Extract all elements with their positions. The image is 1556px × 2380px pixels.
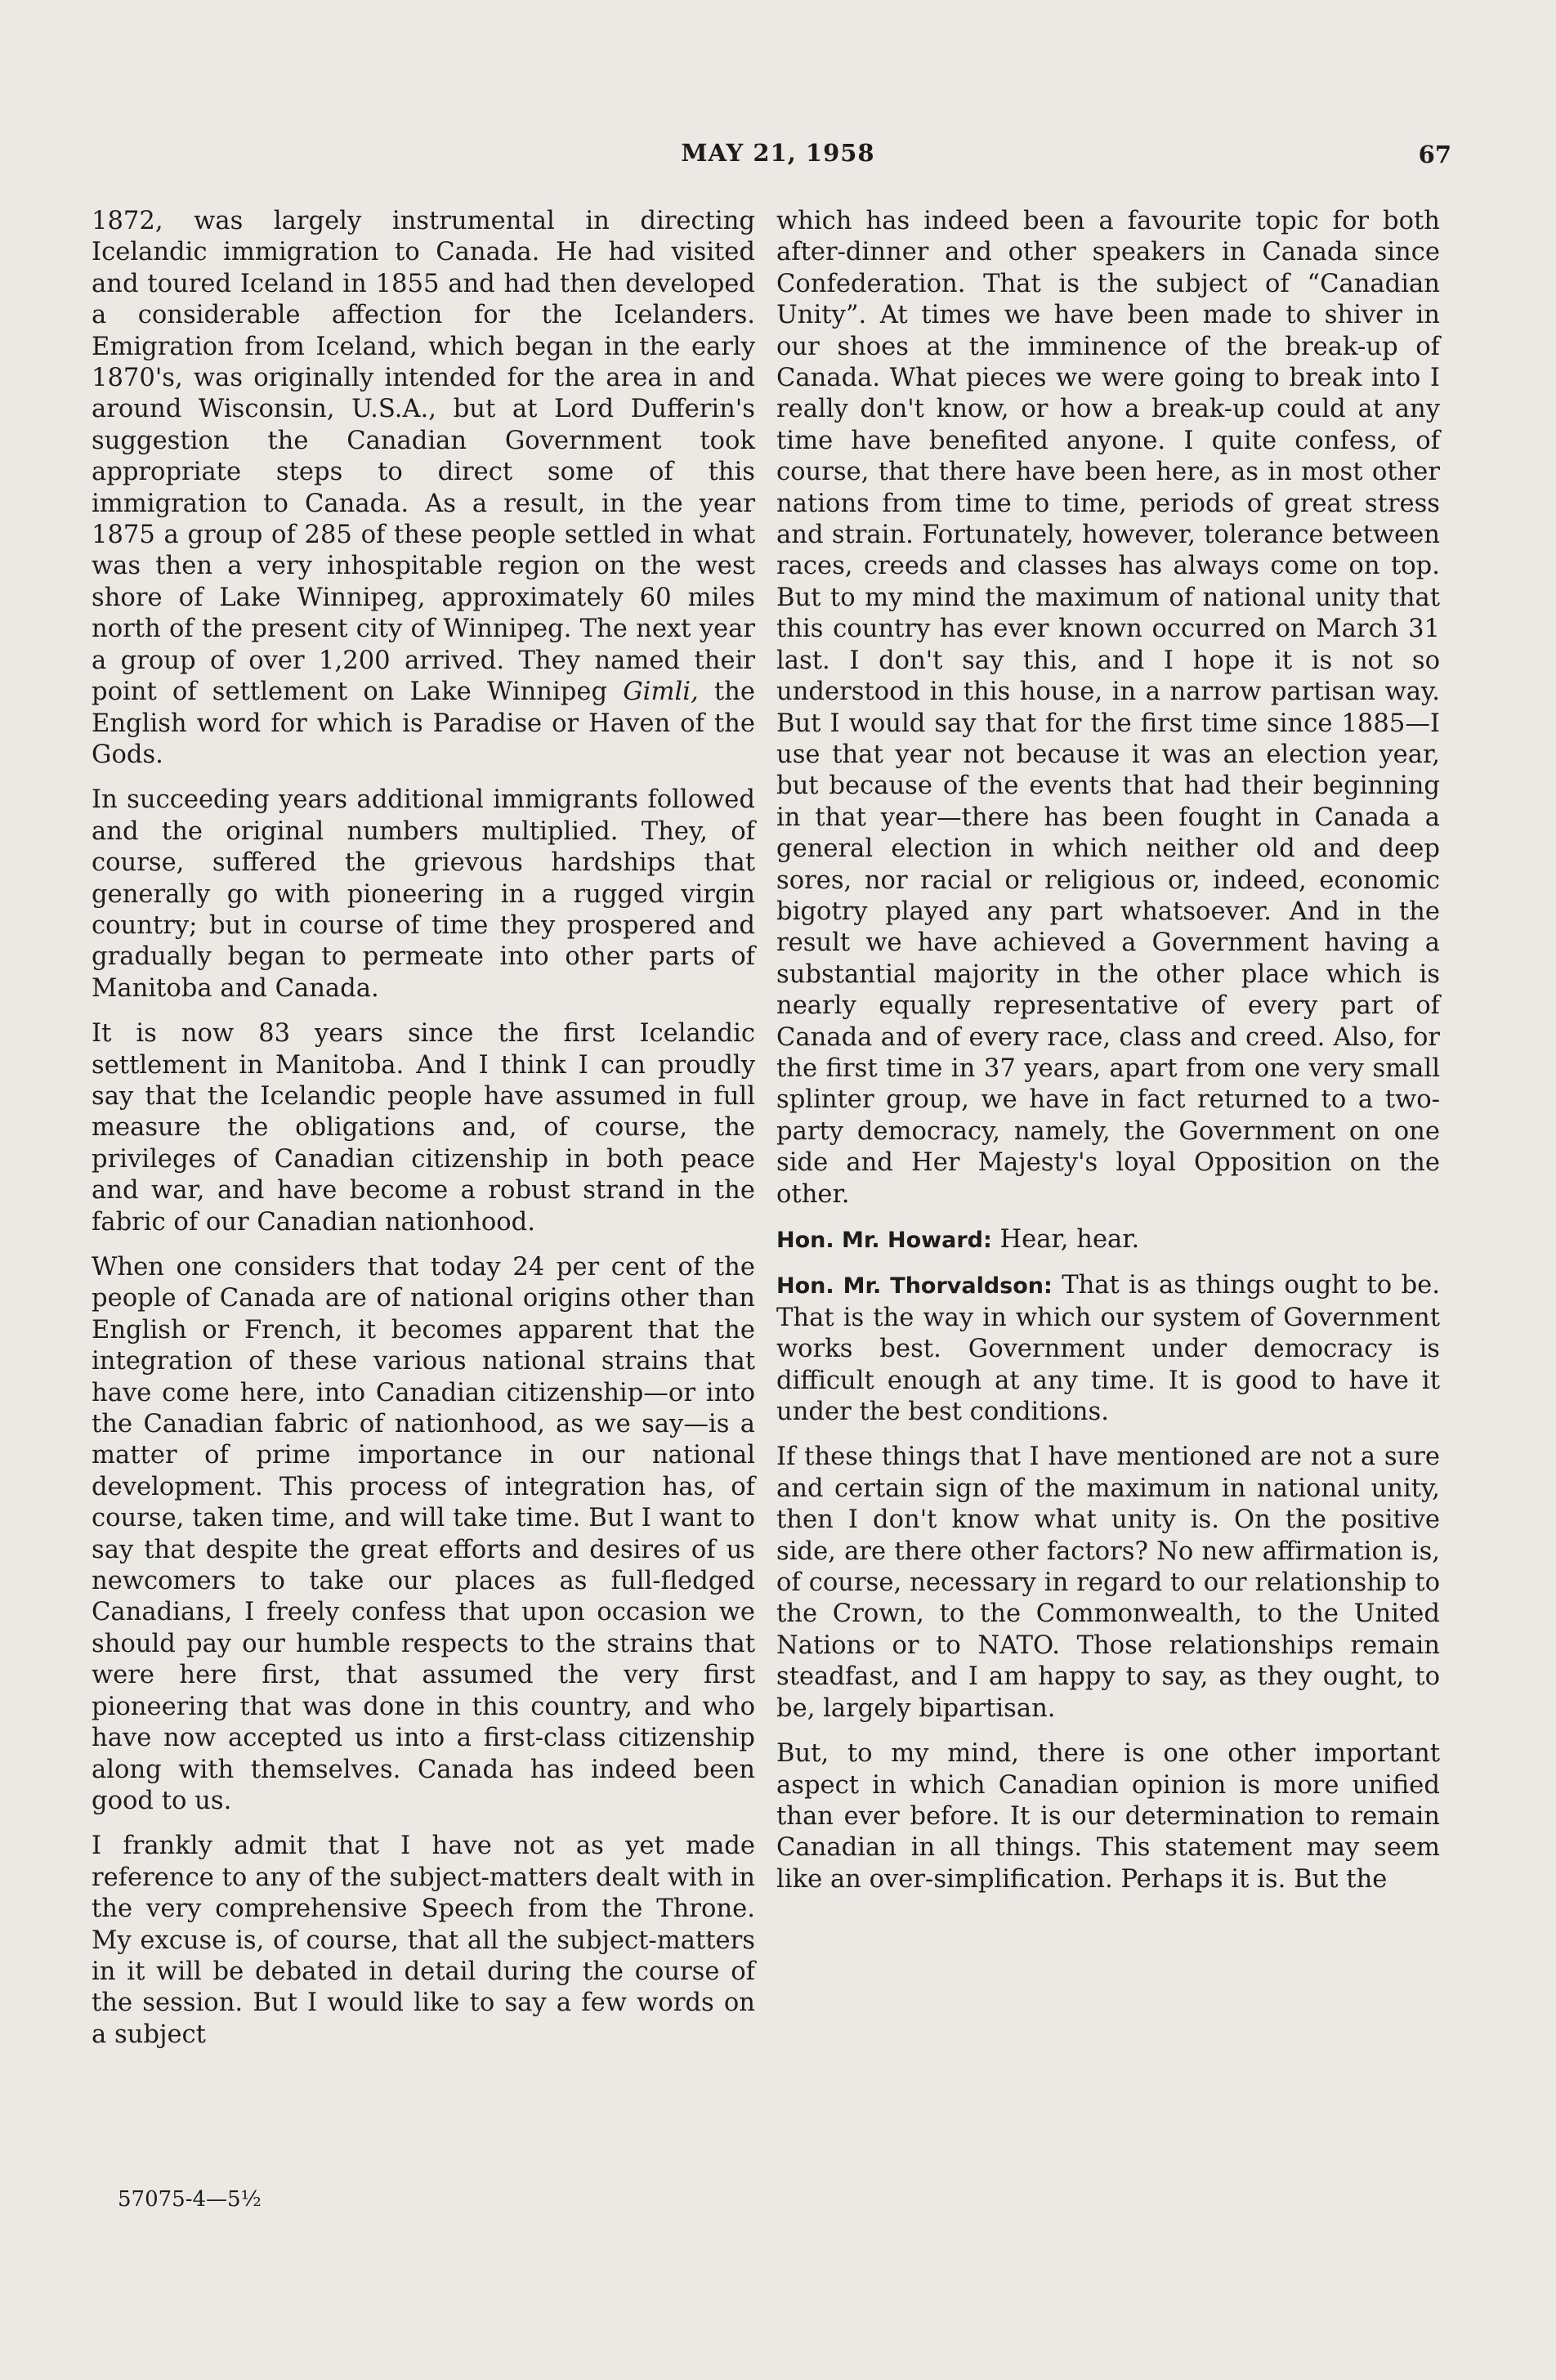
paragraph: When one considers that today 24 per cent of the people of Canada are of national origins other than English or French, it becomes apparent that the integration of these various national strains that have come here, into Canadian citizenship—or into the Canadian fabric of nationhood, as we say—is a matter of prime importance in our national development. This process of integration has, of course, taken time, and will take time. But I want to say that despite the great efforts and desires of us newcomers to take our places as full-fledged Canadians, I freely confess that upon occasion we should pay our humble respects to the strains that were here first, that assumed the very first pioneering that was done in this country, and who have now accepted us into a first-class citizenship along with themselves. Canada has indeed been good to us.	[92, 1253, 755, 1815]
page-date: MAY 21, 1958	[681, 139, 875, 167]
paragraph: It is now 83 years since the first Icelandic settlement in Manitoba. And I think I can proudly say that the Icelandic people have assumed in full measure the obligations and, of course, the privileges of Canadian citizenship in both peace and war, and have become a robust strand in the fabric of our Canadian nationhood.	[92, 1019, 755, 1237]
speech-text: That is as things ought to be. That is the way in which our system of Government works best. Government under democracy is difficult enough at any time. It is good to have it under the best conditions.	[776, 1271, 1440, 1427]
speaker-name: Hon. Mr. Thorvaldson:	[776, 1273, 1053, 1300]
page-number: 67	[1418, 141, 1451, 168]
paragraph: In succeeding years additional immigrants followed and the original numbers multiplied. They, of course, suffered the grievous hardships that generally go with pioneering in a rugged virgin country; but in course of time they prospered and gradually began to permeate into other parts of Manitoba and Canada.	[92, 785, 755, 1003]
speaker-name: Hon. Mr. Howard:	[776, 1228, 992, 1253]
page-header	[0, 139, 1556, 180]
paragraph-text: the English word for which is Paradise or Haven of the Gods.	[92, 678, 755, 769]
speaker-paragraph	[776, 1224, 1440, 1256]
speaker-paragraph	[776, 1270, 1440, 1428]
right-column	[776, 206, 1440, 1909]
paragraph: I frankly admit that I have not as yet made reference to any of the subject-matters dealt with in the very comprehensive Speech from the Throne. My excuse is, of course, that all the subject-matters in it will be debated in detail during the course of the session. But I would like to say a few words on a subject	[92, 1832, 755, 2049]
paragraph: But, to my mind, there is one other important aspect in which Canadian opinion is more unified than ever before. It is our determination to remain Canadian in all things. This statement may seem like an over-simplification. Perhaps it is. But the	[776, 1739, 1440, 1894]
paragraph: which has indeed been a favourite topic for both after-dinner and other speakers in Canada since Confederation. That is the subject of “Canadian Unity”. At times we have been made to shiver in our shoes at the imminence of the break-up of Canada. What pieces we were going to break into I really don't know, or how a break-up could at any time have benefited anyone. I quite confess, of course, that there have been here, as in most other nations from time to time, periods of great stress and strain. Fortunately, however, tolerance between races, creeds and classes has always come on top. But to my mind the maximum of national unity that this country has ever known occurred on March 31 last. I don't say this, and I hope it is not so understood in this house, in a narrow partisan way. But I would say that for the first time since 1885—I use that year not because it was an election year, but because of the events that had their beginning in that year—there has been fought in Canada a general election in which neither old and deep sores, nor racial or religious or, indeed, economic bigotry played any part whatsoever. And in the result we have achieved a Government having a substantial majority in the other place which is nearly equally representative of every part of Canada and of every race, class and creed. Also, for the first time in 37 years, apart from one very small splinter group, we have in fact returned to a two-party democracy, namely, the Government on one side and Her Majesty's loyal Opposition on the other.	[776, 207, 1440, 1209]
paragraph: If these things that I have mentioned are not a sure and certain sign of the maximum in national unity, then I don't know what unity is. On the positive side, are there other factors? No new affirmation is, of course, necessary in regard to our relationship to the Crown, to the Commonwealth, to the United Nations or to NATO. Those relationships remain steadfast, and I am happy to say, as they ought, to be, largely bipartisan.	[776, 1443, 1440, 1723]
paragraph-text: 1872, was largely instrumental in directing Icelandic immigration to Canada. He had visited and toured Iceland in 1855 and had then developed a considerable affection for the Icelanders. Emigration from Iceland, which began in the early 1870's, was originally intended for the area in and around Wisconsin, U.S.A., but at Lord Dufferin's suggestion the Canadian Government took appropriate steps to direct some of this immigration to Canada. As a result, in the year 1875 a group of 285 of these people settled in what was then a very inhospitable region on the west shore of Lake Winnipeg, approximately 60 miles north of the present city of Winnipeg. The next year a group of over 1,200 arrived. They named their point of settlement on Lake Winnipeg	[92, 207, 755, 707]
print-code: 57075-4—5½	[118, 2187, 262, 2212]
speech-text: Hear, hear.	[999, 1225, 1140, 1254]
italic-term: Gimli,	[623, 678, 699, 707]
paragraph	[92, 206, 755, 771]
left-column	[92, 206, 755, 2065]
